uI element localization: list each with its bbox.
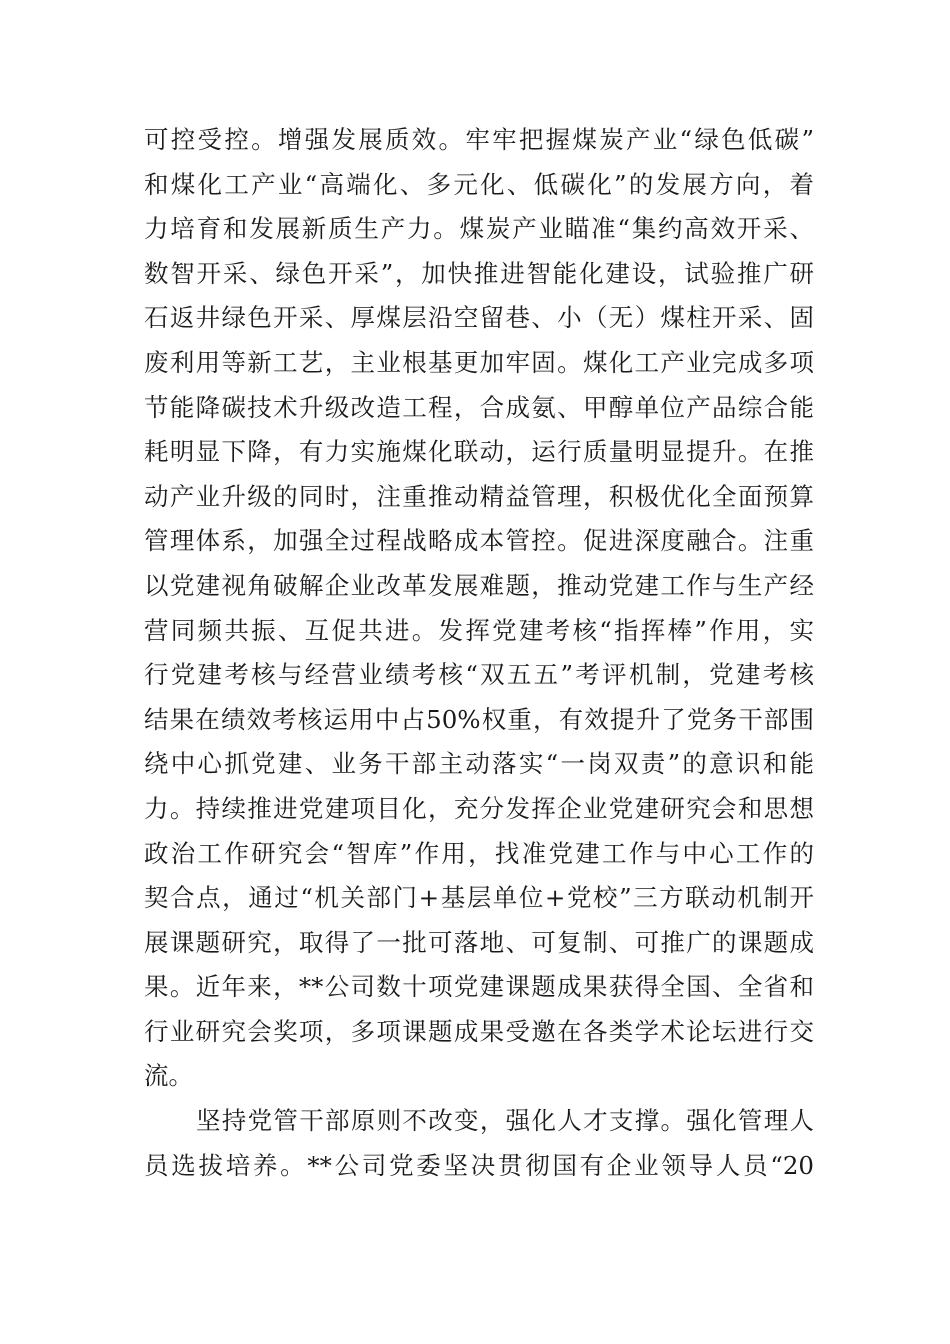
- text-line: 耗明显下降，有力实施煤化联动，运行质量明显提升。在推: [144, 437, 814, 467]
- text-line: 石返井绿色开采、厚煤层沿空留巷、小（无）煤柱开采、固: [144, 303, 814, 333]
- text-line: 展课题研究，取得了一批可落地、可复制、可推广的课题成: [144, 927, 814, 957]
- text-line: 果。近年来，**公司数十项党建课题成果获得全国、全省和: [144, 972, 814, 1002]
- text-line: 坚持党管干部原则不改变，强化人才支撑。强化管理人: [196, 1106, 814, 1136]
- text-line: 营同频共振、互促共进。发挥党建考核“指挥棒”作用，实: [144, 615, 814, 645]
- text-line: 政治工作研究会“智库”作用，找准党建工作与中心工作的: [144, 838, 814, 868]
- text-line: 废利用等新工艺，主业根基更加牢固。煤化工产业完成多项: [144, 347, 814, 377]
- text-line: 管理体系，加强全过程战略成本管控。促进深度融合。注重: [144, 526, 814, 556]
- text-line: 节能降碳技术升级改造工程，合成氨、甲醇单位产品综合能: [144, 392, 814, 422]
- text-line: 力培育和发展新质生产力。煤炭产业瞄准“集约高效开采、: [144, 214, 814, 244]
- text-line: 可控受控。增强发展质效。牢牢把握煤炭产业“绿色低碳”: [144, 125, 814, 154]
- text-line: 和煤化工产业“高端化、多元化、低碳化”的发展方向，着: [144, 169, 814, 199]
- text-line: 行业研究会奖项，多项课题成果受邀在各类学术论坛进行交: [144, 1016, 814, 1046]
- text-line: 绕中心抓党建、业务干部主动落实“一岗双责”的意识和能: [144, 749, 814, 779]
- text-line: 契合点，通过“机关部门+基层单位+党校”三方联动机制开: [144, 883, 814, 913]
- text-line: 结果在绩效考核运用中占50%权重，有效提升了党务干部围: [144, 704, 814, 734]
- text-line: 力。持续推进党建项目化，充分发挥企业党建研究会和思想: [144, 793, 814, 823]
- document-body: [144, 118, 814, 1188]
- text-line: 动产业升级的同时，注重推动精益管理，积极优化全面预算: [144, 481, 814, 511]
- text-line: 行党建考核与经营业绩考核“双五五”考评机制，党建考核: [144, 660, 814, 690]
- text-line: 以党建视角破解企业改革发展难题，推动党建工作与生产经: [144, 570, 814, 600]
- paragraph: [144, 1099, 814, 1188]
- paragraph: [144, 118, 814, 1099]
- text-line: 流。: [144, 1061, 193, 1091]
- text-line: 员选拔培养。**公司党委坚决贯彻国有企业领导人员“20: [144, 1150, 814, 1180]
- text-line: 数智开采、绿色开采”，加快推进智能化建设，试验推广研: [144, 258, 814, 288]
